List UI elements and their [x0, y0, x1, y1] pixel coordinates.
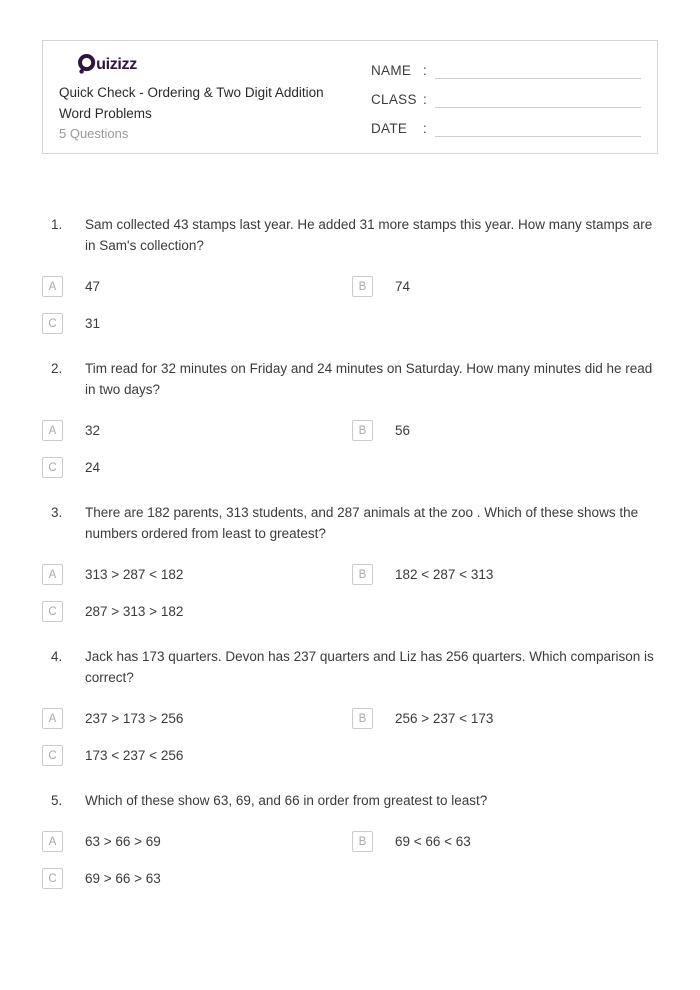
option-a — [42, 831, 352, 852]
option-b-value: 74 — [395, 279, 411, 294]
options — [42, 564, 658, 622]
option-a-value: 32 — [85, 423, 101, 438]
option-a-checkbox[interactable]: A — [42, 564, 63, 585]
option-c-checkbox[interactable]: C — [42, 868, 63, 889]
option-b-value: 256 > 237 < 173 — [395, 711, 494, 726]
option-b-value: 182 < 287 < 313 — [395, 567, 494, 582]
class-input-line[interactable] — [435, 90, 641, 108]
question-number: 3. — [51, 505, 63, 520]
option-c — [42, 457, 352, 478]
options — [42, 420, 658, 478]
option-c-checkbox[interactable]: C — [42, 745, 63, 766]
quiz-title: Quick Check - Ordering & Two Digit Addition Word Problems — [59, 85, 324, 121]
name-input-line[interactable] — [435, 61, 641, 79]
header-fields — [371, 53, 641, 143]
class-label: CLASS : — [371, 92, 427, 107]
option-c-value: 24 — [85, 460, 101, 475]
option-a-value: 313 > 287 < 182 — [85, 567, 184, 582]
question-number: 4. — [51, 649, 63, 664]
question-number: 2. — [51, 361, 63, 376]
option-a-checkbox[interactable]: A — [42, 708, 63, 729]
date-input-line[interactable] — [435, 119, 641, 137]
option-c-checkbox[interactable]: C — [42, 601, 63, 622]
question-2 — [42, 358, 658, 478]
question-text: Sam collected 43 stamps last year. He added 31 more stamps this year. How many stamps are in Sam's collection? — [85, 217, 653, 253]
question-text: Jack has 173 quarters. Devon has 237 quarters and Liz has 256 quarters. Which comparison is correct? — [85, 649, 654, 685]
question-text: There are 182 parents, 313 students, and 287 animals at the zoo . Which of these shows the numbers ordered from least to greatest? — [85, 505, 639, 541]
option-b-checkbox[interactable]: B — [352, 420, 373, 441]
question-4 — [42, 646, 658, 766]
option-c-value: 69 > 66 > 63 — [85, 871, 161, 886]
option-a — [42, 708, 352, 729]
header-card — [42, 40, 658, 154]
option-a-value: 47 — [85, 279, 101, 294]
option-c — [42, 745, 352, 766]
option-c — [42, 868, 352, 889]
option-a — [42, 420, 352, 441]
option-c-value: 173 < 237 < 256 — [85, 748, 184, 763]
question-list — [42, 214, 658, 889]
option-b — [352, 708, 658, 729]
option-b — [352, 276, 658, 297]
name-label: NAME : — [371, 63, 427, 78]
question-1 — [42, 214, 658, 334]
option-c — [42, 601, 352, 622]
question-text: Which of these show 63, 69, and 66 in order from greatest to least? — [85, 793, 488, 808]
option-b-checkbox[interactable]: B — [352, 831, 373, 852]
option-c-value: 31 — [85, 316, 101, 331]
option-a-checkbox[interactable]: A — [42, 276, 63, 297]
option-b-checkbox[interactable]: B — [352, 564, 373, 585]
question-text: Tim read for 32 minutes on Friday and 24 minutes on Saturday. How many minutes did he read in two days? — [85, 361, 653, 397]
quiz-question-count: 5 Questions — [59, 126, 129, 141]
header-left — [59, 53, 371, 143]
option-c-checkbox[interactable]: C — [42, 313, 63, 334]
svg-text:uizizz: uizizz — [96, 54, 137, 73]
options — [42, 276, 658, 334]
option-b-value: 69 < 66 < 63 — [395, 834, 471, 849]
question-number: 5. — [51, 793, 63, 808]
option-b-value: 56 — [395, 423, 411, 438]
option-a-value: 63 > 66 > 69 — [85, 834, 161, 849]
question-5 — [42, 790, 658, 889]
option-b-checkbox[interactable]: B — [352, 708, 373, 729]
options — [42, 708, 658, 766]
question-number: 1. — [51, 217, 63, 232]
option-b — [352, 831, 658, 852]
option-b-checkbox[interactable]: B — [352, 276, 373, 297]
date-field-row — [371, 115, 641, 137]
option-c-checkbox[interactable]: C — [42, 457, 63, 478]
option-a-value: 237 > 173 > 256 — [85, 711, 184, 726]
option-a-checkbox[interactable]: A — [42, 420, 63, 441]
options — [42, 831, 658, 889]
option-a-checkbox[interactable]: A — [42, 831, 63, 852]
class-field-row — [371, 86, 641, 108]
option-a — [42, 564, 352, 585]
option-c — [42, 313, 352, 334]
option-c-value: 287 > 313 > 182 — [85, 604, 184, 619]
quizizz-logo — [59, 53, 189, 75]
option-a — [42, 276, 352, 297]
question-3 — [42, 502, 658, 622]
option-b — [352, 420, 658, 441]
date-label: DATE : — [371, 121, 427, 136]
option-b — [352, 564, 658, 585]
name-field-row — [371, 57, 641, 79]
